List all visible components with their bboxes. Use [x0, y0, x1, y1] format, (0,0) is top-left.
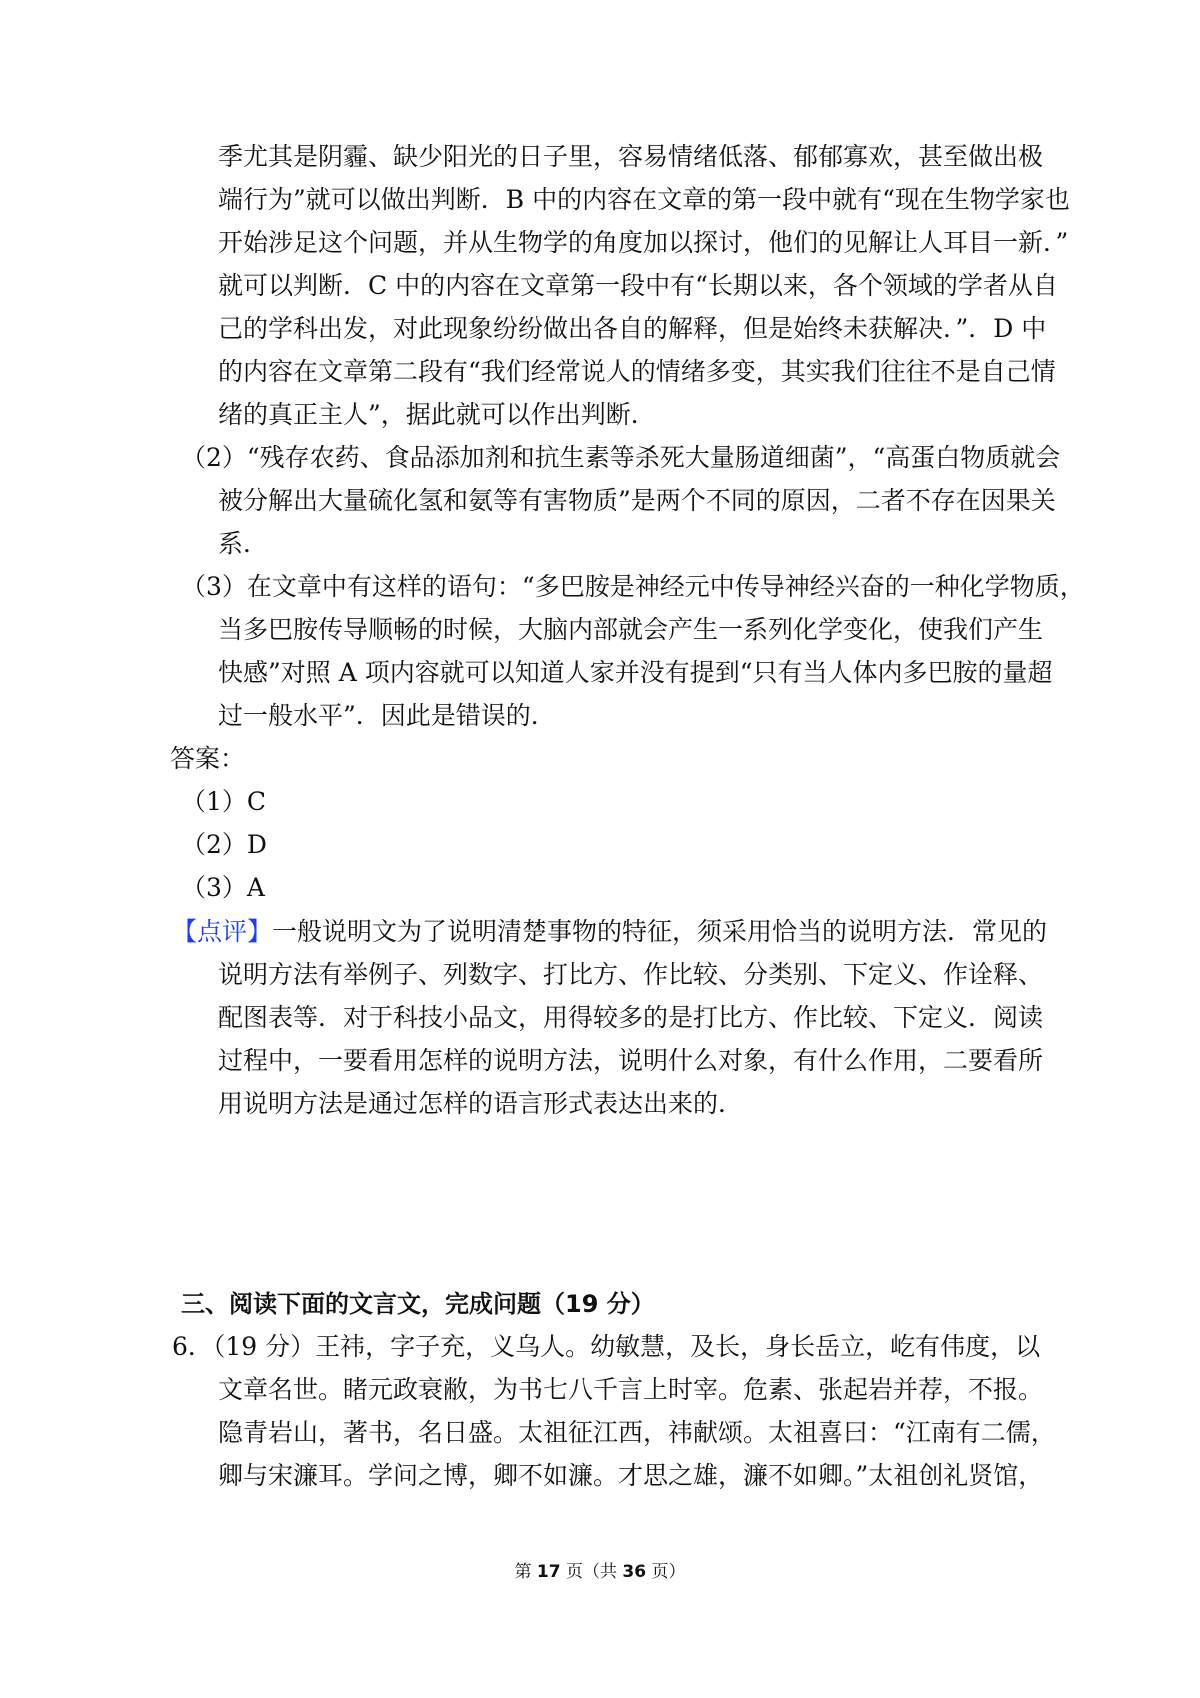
answer-label: 答案：	[170, 744, 246, 773]
page-footer	[0, 1560, 1200, 1584]
page-number: 17	[536, 1562, 561, 1582]
question-6-line: 卿与宋濂耳。学问之博，卿不如濂。才思之雄，濂不如卿。”太祖创礼贤馆，	[218, 1461, 1044, 1490]
analysis-item-2: （2）“残存农药、食品添加剂和抗生素等杀死大量肠道细菌”，“高蛋白物质就会	[181, 443, 1061, 472]
analysis-line: 就可以判断．C 中的内容在文章第一段中有“长期以来，各个领域的学者从自	[218, 271, 1058, 300]
question-6-line: 文章名世。睹元政衰敝，为书七八千言上时宰。危素、张起岩并荐，不报。	[218, 1375, 1044, 1404]
answer-item: （1）C	[181, 787, 267, 816]
analysis-line: 快感”对照 A 项内容就可以知道人家并没有提到“只有当人体内多巴胺的量超	[218, 658, 1053, 687]
comment-line: 配图表等．对于科技小品文，用得较多的是打比方、作比较、下定义．阅读	[218, 1003, 1044, 1032]
analysis-line: 己的学科出发，对此现象纷纷做出各自的解释，但是始终未获解决．”．D 中	[218, 314, 1047, 343]
comment-text: 一般说明文为了说明清楚事物的特征，须采用恰当的说明方法．常见的	[272, 917, 1048, 946]
analysis-line: 季尤其是阴霾、缺少阳光的日子里，容易情绪低落、郁郁寡欢，甚至做出极	[218, 142, 1044, 171]
analysis-line: 过一般水平”．因此是错误的．	[218, 701, 556, 730]
comment-line: 用说明方法是通过怎样的语言形式表达出来的．	[218, 1089, 744, 1118]
answer-item: （2）D	[181, 830, 267, 859]
analysis-line: 开始涉足这个问题，并从生物学的角度加以探讨，他们的见解让人耳目一新．”	[218, 228, 1069, 257]
analysis-line: 当多巴胺传导顺畅的时候，大脑内部就会产生一系列化学变化，使我们产生	[218, 615, 1044, 644]
section-heading: 三、阅读下面的文言文，完成问题（19 分）	[181, 1290, 655, 1318]
footer-middle: 页（共	[560, 1562, 623, 1582]
analysis-line: 的内容在文章第二段有“我们经常说人的情绪多变，其实我们往往不是自己情	[218, 357, 1056, 386]
comment-line: 过程中，一要看用怎样的说明方法，说明什么对象，有什么作用，二要看所	[218, 1046, 1044, 1075]
question-6-line: 隐青岩山，著书，名日盛。太祖征江西，祎献颂。太祖喜曰：“江南有二儒，	[218, 1418, 1056, 1447]
comment-first-line	[172, 915, 1047, 949]
analysis-line: 端行为”就可以做出判断．B 中的内容在文章的第一段中就有“现在生物学家也	[218, 185, 1070, 214]
analysis-line: 系．	[218, 529, 269, 558]
question-6-first-line: 6．（19 分）王祎，字子充，义乌人。幼敏慧，及长，身长岳立，屹有伟度，以	[172, 1332, 1041, 1361]
analysis-line: 被分解出大量硫化氢和氨等有害物质”是两个不同的原因，二者不存在因果关	[218, 486, 1056, 515]
analysis-item-3: （3）在文章中有这样的语句：“多巴胺是神经元中传导神经兴奋的一种化学物质，	[181, 572, 1085, 601]
comment-tag: 【点评】	[172, 917, 273, 946]
footer-prefix: 第	[514, 1562, 537, 1582]
analysis-line: 绪的真正主人”，据此就可以作出判断．	[218, 400, 656, 429]
footer-suffix: 页）	[646, 1562, 686, 1582]
comment-line: 说明方法有举例子、列数字、打比方、作比较、分类别、下定义、作诠释、	[218, 960, 1044, 989]
page-total: 36	[622, 1562, 647, 1582]
answer-item: （3）A	[181, 873, 265, 902]
